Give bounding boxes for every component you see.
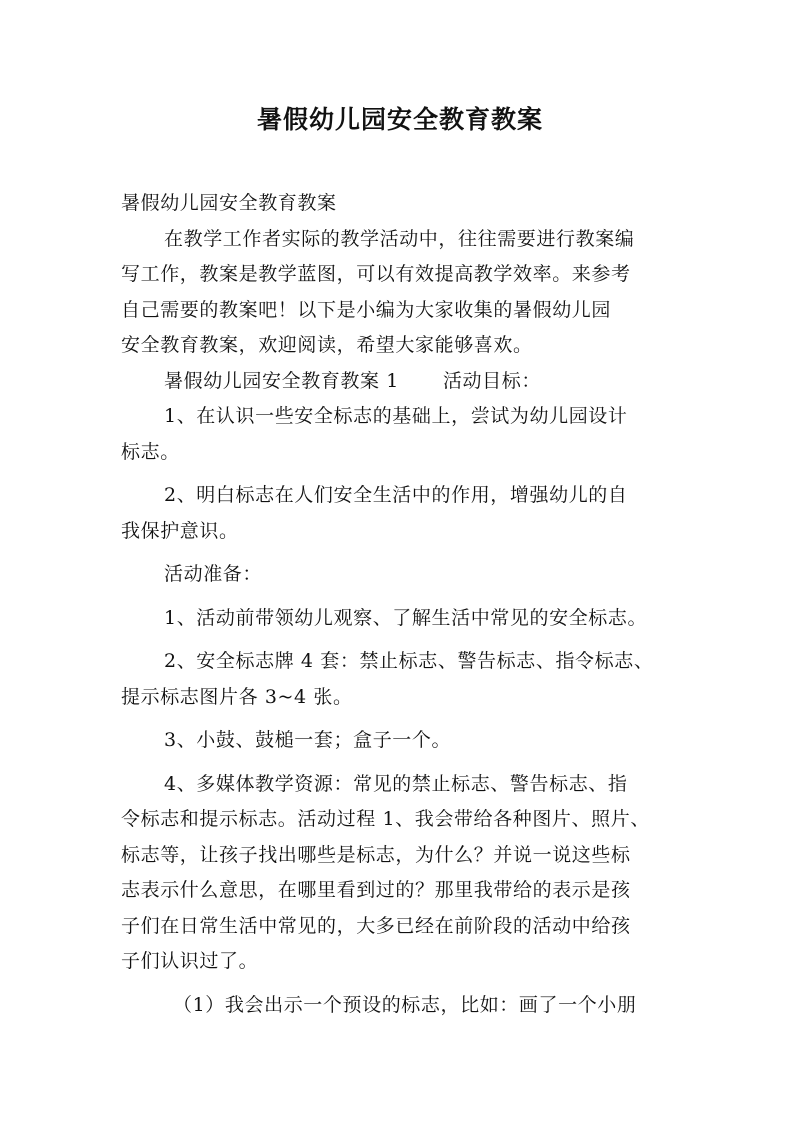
prep-4-line-4: 志表示什么意思，在哪里看到过的？那里我带给的表示是孩	[121, 879, 631, 901]
prep-label: 活动准备：	[164, 563, 263, 585]
intro-line-2: 写工作，教案是教学蓝图，可以有效提高教学效率。来参考	[121, 263, 631, 285]
document-body	[121, 186, 693, 1023]
intro-line-3: 自己需要的教案吧！以下是小编为大家收集的暑假幼儿园	[121, 298, 612, 321]
prep-3: 3、小鼓、鼓槌一套；盒子一个。	[164, 729, 452, 751]
goal-2-line-2: 我保护意识。	[121, 519, 239, 542]
section-heading-line	[121, 364, 693, 400]
intro-line-1: 在教学工作者实际的教学活动中，往往需要进行教案编	[164, 227, 635, 250]
document-title: 暑假幼儿园安全教育教案	[256, 105, 543, 134]
prep-1: 1、活动前带领幼儿观察、了解生活中常见的安全标志。	[164, 606, 648, 629]
prep-4-line-5: 子们在日常生活中常见的，大多已经在前阶段的活动中给孩	[121, 914, 631, 937]
prep-4-line-2: 令标志和提示标志。活动过程 1、我会带给各种图片、照片、	[121, 808, 650, 830]
prep-2-line-2: 提示标志图片各 3~4 张。	[121, 685, 353, 708]
section-heading: 暑假幼儿园安全教育教案 1	[164, 369, 399, 392]
prep-2-line-1: 2、安全标志牌 4 套：禁止标志、警告标志、指令标志、	[164, 650, 654, 672]
prep-4-line-6: 子们认识过了。	[121, 950, 259, 972]
section-goal-label: 活动目标：	[442, 369, 541, 392]
prep-4-line-3: 标志等，让孩子找出哪些是标志，为什么？并说一说这些标	[121, 843, 631, 866]
goal-1-line-2: 标志。	[121, 440, 180, 463]
step-1-line-1: （1）我会出示一个预设的标志，比如：画了一个小朋	[173, 993, 637, 1016]
subtitle: 暑假幼儿园安全教育教案	[121, 192, 337, 214]
goal-2-line-1: 2、明白标志在人们安全生活中的作用，增强幼儿的自	[164, 484, 628, 506]
prep-4-line-1: 4、多媒体教学资源：常见的禁止标志、警告标志、指	[164, 772, 628, 795]
intro-line-4: 安全教育教案，欢迎阅读，希望大家能够喜欢。	[121, 334, 533, 356]
goal-1-line-1: 1、在认识一些安全标志的基础上，尝试为幼儿园设计	[164, 405, 628, 427]
